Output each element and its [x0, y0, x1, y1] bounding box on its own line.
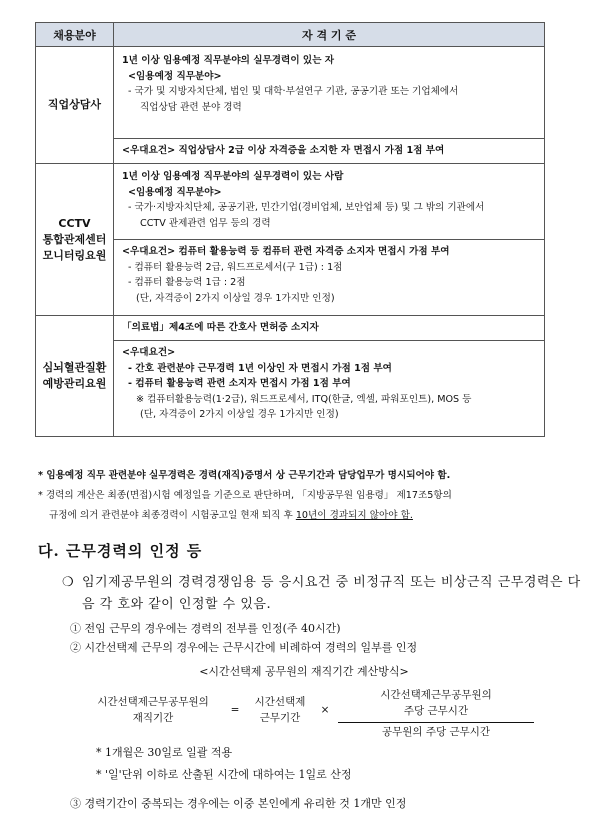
criteria-line: - 국가·지방자치단체, 공공기관, 민간기업(경비업체, 보안업체 등) 및 그 밖의 기관에서 [128, 202, 485, 213]
preference-line: - 간호 관련분야 근무경력 1년 이상인 자 면접시 가점 1점 부여 [128, 362, 392, 374]
note-line: * 임용예정 직무 관련분야 실무경력은 경력(재직)증명서 상 근무기간과 담당업무가 명시되어야 함. [38, 470, 451, 481]
formula-note: * '일'단위 이하로 산출된 시간에 대하여는 1일로 산정 [96, 768, 352, 781]
formula-note: * 1개월은 30일로 일괄 적용 [96, 746, 233, 759]
notes-block [38, 466, 578, 526]
formula-notes [96, 742, 352, 786]
formula-numerator-line: 주당 근무시간 [403, 705, 469, 717]
category-label: 심뇌혈관질환 [42, 361, 107, 374]
category-label: 예방관리요원 [42, 377, 107, 390]
list-item: ① 전임 근무의 경우에는 경력의 전부를 인정(주 40시간) [70, 622, 341, 635]
numbered-items [70, 619, 417, 657]
preference-line: (단, 자격증이 2가지 이상일 경우 1가지만 인정) [136, 292, 335, 304]
formula-numerator [336, 687, 536, 719]
note-line: * 경력의 계산은 최종(면접)시험 예정일을 기준으로 판단하며, 「지방공무원 임용령」 제17조5항의 [38, 490, 452, 501]
preference-title: <우대요건> [122, 347, 176, 358]
preference-cell [114, 341, 545, 437]
preference-line: (단, 자격증이 2가지 이상일 경우 1가지만 인정) [140, 409, 339, 420]
circle-bullet-icon: ❍ [62, 575, 74, 590]
preference-cell [114, 240, 545, 316]
category-cell [36, 316, 114, 437]
preference-line: - 컴퓨터 활용능력 1급 : 2점 [128, 277, 246, 288]
category-cell [36, 47, 114, 164]
criteria-cell [114, 164, 545, 240]
category-cell [36, 164, 114, 316]
preference-line: <우대요건> 직업상담사 2급 이상 자격증을 소지한 자 면접시 가점 1점 부여 [122, 145, 445, 156]
paragraph-text: 임기제공무원의 경력경쟁임용 등 응시요건 중 비정규직 또는 비상근직 근무경력은 다음 각 호와 같이 인정할 수 있음. [82, 575, 581, 612]
category-label: 모니터링요원 [42, 248, 107, 262]
criteria-subtitle: <임용예정 직무분야> [128, 186, 222, 198]
formula-times: × [320, 704, 330, 716]
preference-cell [114, 139, 545, 164]
header-field: 채용분야 [36, 23, 114, 47]
fraction-bar [338, 722, 534, 723]
category-label: CCTV [58, 216, 91, 230]
list-item: ③ 경력기간이 중복되는 경우에는 이중 본인에게 유리한 것 1개만 인정 [70, 797, 407, 810]
criteria-cell [114, 316, 545, 341]
preference-line: - 컴퓨터 활용능력 2급, 워드프로세서(구 1급) : 1점 [128, 261, 343, 273]
criteria-line: 직업상담 관련 분야 경력 [140, 101, 242, 113]
criteria-title: 1년 이상 임용예정 직무분야의 실무경력이 있는 사람 [122, 171, 344, 182]
note-underlined-text: 10년이 경과되지 않아야 함. [295, 510, 413, 521]
formula-left [78, 694, 228, 726]
list-item: ② 시간선택제 근무의 경우에는 근무시간에 비례하여 경력의 일부를 인정 [70, 641, 418, 654]
formula-equals: = [230, 704, 240, 716]
formula-middle-line: 근무기간 [259, 712, 301, 724]
qualification-table [35, 22, 545, 437]
criteria-title: 「의료법」제4조에 따른 간호사 면허증 소지자 [122, 322, 319, 333]
table-row [36, 47, 545, 139]
table-header-row [36, 23, 545, 47]
section-paragraph [62, 572, 582, 616]
criteria-line: - 국가 및 지방자치단체, 법인 및 대학·부설연구 기관, 공공기관 또는 기업체에서 [128, 86, 459, 97]
note-line [38, 506, 578, 526]
formula-middle-line: 시간선택제 [254, 696, 306, 708]
preference-title: <우대요건> 컴퓨터 활용능력 등 컴퓨터 관련 자격증 소지자 면접시 가점 부여 [122, 246, 450, 257]
criteria-title: 1년 이상 임용예정 직무분야의 실무경력이 있는 자 [122, 55, 335, 66]
category-label: 통합관제센터 [42, 232, 107, 246]
criteria-line: CCTV 관제관련 업무 등의 경력 [140, 217, 271, 229]
formula-left-line: 재직기간 [132, 712, 174, 724]
formula-title: <시간선택제 공무원의 재직기간 계산방식> [199, 665, 409, 678]
section-title: 다. 근무경력의 인정 등 [38, 542, 203, 560]
formula-middle [244, 694, 316, 726]
preference-line: ※ 컴퓨터활용능력(1·2급), 워드프로세서, ITQ(한글, 엑셀, 파워포인트), MOS 등 [136, 393, 472, 405]
table-row [36, 164, 545, 240]
criteria-cell [114, 47, 545, 139]
formula-left-line: 시간선택제근무공무원의 [97, 696, 209, 708]
criteria-subtitle: <임용예정 직무분야> [128, 70, 222, 82]
formula-denominator: 공무원의 주당 근무시간 [381, 726, 491, 738]
category-label: 직업상담사 [47, 98, 102, 111]
note-text: 규정에 의거 관련분야 최종경력이 시험공고일 현재 퇴직 후 [49, 510, 296, 521]
formula-numerator-line: 시간선택제근무공무원의 [380, 689, 492, 701]
preference-line: - 컴퓨터 활용능력 관련 소지자 면접시 가점 1점 부여 [128, 378, 351, 389]
table-row [36, 316, 545, 341]
header-criteria: 자 격 기 준 [114, 23, 545, 47]
